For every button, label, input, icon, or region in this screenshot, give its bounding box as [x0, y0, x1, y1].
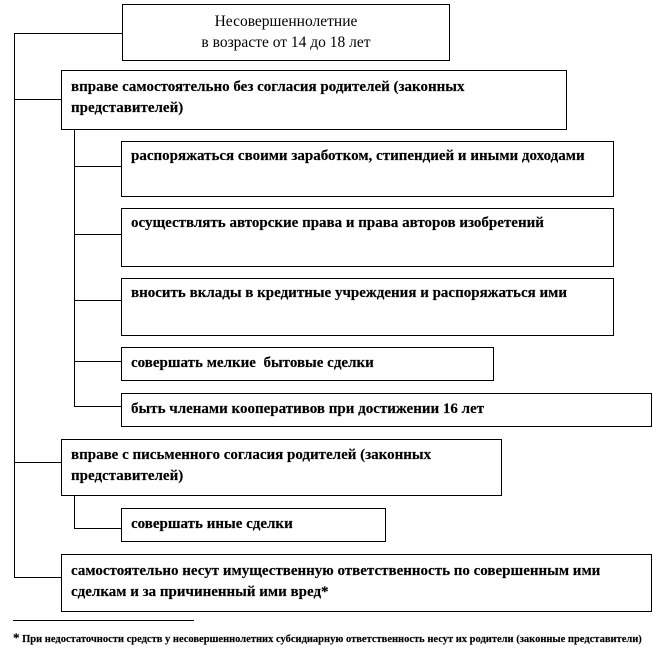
- section3-connector: [14, 577, 61, 578]
- item-text: совершать мелкие бытовые сделки: [131, 355, 374, 371]
- section1-item-1: [121, 141, 614, 197]
- section3-box: [61, 554, 652, 612]
- item4-connector: [74, 361, 121, 362]
- section2-branch-line: [74, 496, 75, 529]
- item-text: быть членами кооперативов при достижении 16 лет: [131, 401, 485, 417]
- section2-item-1: [121, 508, 386, 542]
- section2-box: [61, 439, 502, 496]
- section1-box: [61, 70, 567, 130]
- footnote-marker: *: [13, 630, 20, 645]
- item6-connector: [74, 528, 121, 529]
- root-box: [122, 4, 450, 61]
- item-text: вносить вклады в кредитные учреждения и распоряжаться ими: [131, 285, 567, 301]
- item-text: совершать иные сделки: [131, 516, 293, 532]
- section1-item-2: [121, 208, 614, 267]
- section1-item-5: [121, 393, 652, 427]
- section3-title: самостоятельно несут имущественную ответственность по совершенным ими сделкам и за причиненный ими вред*: [71, 563, 601, 600]
- item-text: распоряжаться своими заработком, стипендией и иными доходами: [131, 148, 585, 164]
- root-title-line2: в возрасте от 14 до 18 лет: [201, 34, 371, 51]
- root-connector: [14, 33, 122, 34]
- root-title-line1: Несовершеннолетние: [214, 13, 358, 30]
- section2-title: вправе с письменного согласия родителей (законных представителей): [71, 447, 432, 484]
- section1-item-3: [121, 278, 614, 336]
- footnote: [13, 628, 648, 650]
- section1-title: вправе самостоятельно без согласия родителей (законных представителей): [71, 79, 465, 116]
- section2-connector: [14, 462, 61, 463]
- item3-connector: [74, 300, 121, 301]
- footnote-text: При недостаточности средств у несовершеннолетних субсидиарную ответственность несут их родители (законные представители): [19, 634, 642, 645]
- section1-item-4: [121, 347, 494, 381]
- item2-connector: [74, 234, 121, 235]
- main-trunk-line: [14, 33, 15, 578]
- item1-connector: [74, 166, 121, 167]
- footnote-separator: [13, 620, 194, 621]
- item5-connector: [74, 406, 121, 407]
- section1-connector: [14, 99, 61, 100]
- section1-branch-line: [74, 130, 75, 407]
- item-text: осуществлять авторские права и права авторов изобретений: [131, 215, 544, 231]
